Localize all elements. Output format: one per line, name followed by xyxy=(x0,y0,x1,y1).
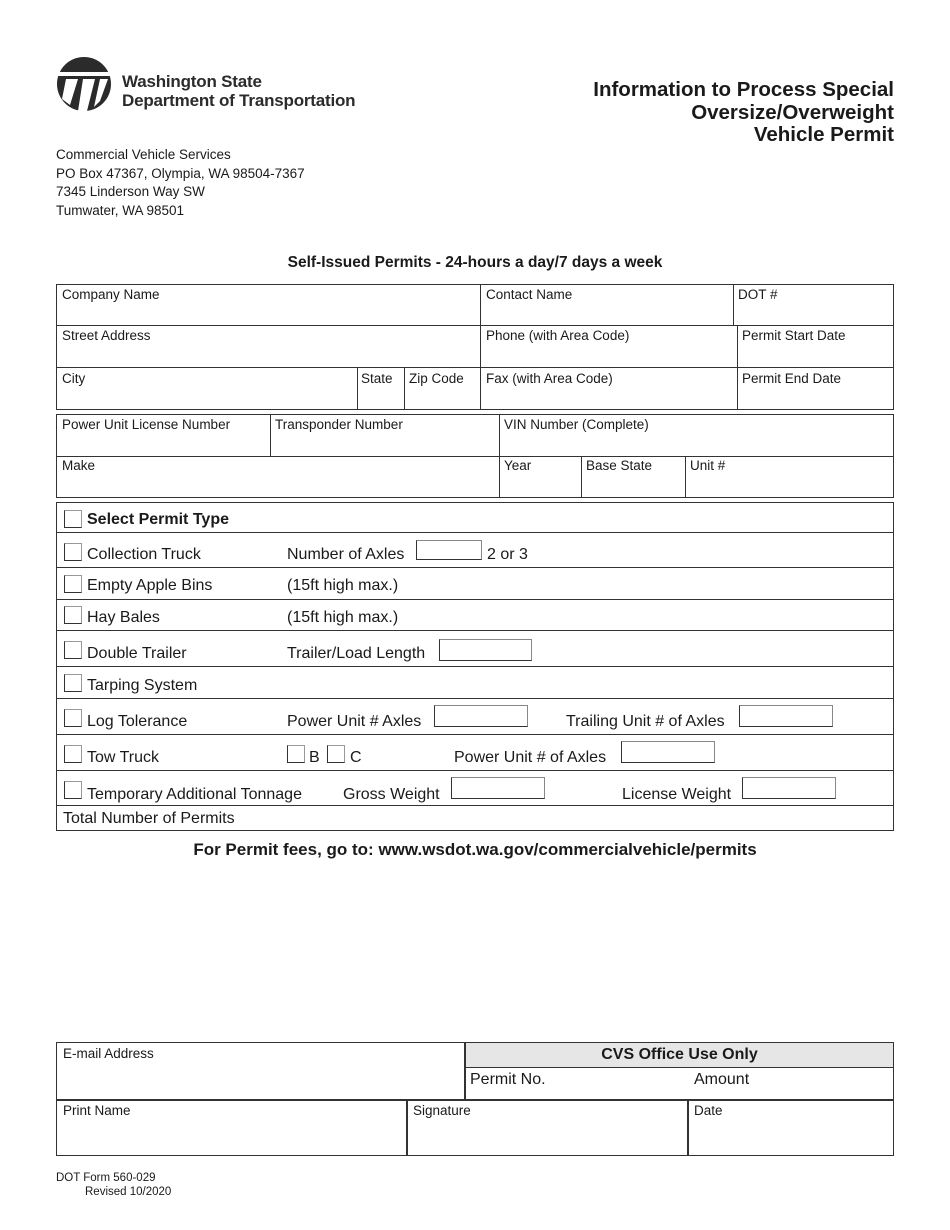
wsdot-logo xyxy=(56,55,396,115)
year-field[interactable]: Year xyxy=(504,458,532,473)
contact-name-field[interactable]: Contact Name xyxy=(486,287,573,302)
office-use-header xyxy=(466,1043,893,1068)
form-footer xyxy=(56,1171,171,1199)
tarping-system-checkbox[interactable] xyxy=(64,674,82,692)
phone-field[interactable]: Phone (with Area Code) xyxy=(486,328,630,343)
log-tolerance-label: Log Tolerance xyxy=(87,713,188,730)
number-of-axles-input[interactable] xyxy=(416,540,482,560)
trailing-unit-axles-label: Trailing Unit # of Axles xyxy=(566,713,725,730)
vehicle-block xyxy=(56,414,894,498)
permit-type-heading: Select Permit Type xyxy=(87,511,229,528)
number-of-axles-label: Number of Axles xyxy=(287,546,405,563)
form-revised: Revised 10/2020 xyxy=(85,1186,172,1198)
transponder-field[interactable]: Transponder Number xyxy=(275,417,403,432)
make-field[interactable]: Make xyxy=(62,458,96,473)
print-name-field[interactable]: Print Name xyxy=(63,1103,131,1118)
tow-truck-c-checkbox[interactable] xyxy=(327,745,345,763)
email-field[interactable]: E-mail Address xyxy=(63,1046,154,1061)
hay-bales-height-note: (15ft high max.) xyxy=(287,609,399,626)
street-address-field[interactable]: Street Address xyxy=(62,328,151,343)
double-trailer-label: Double Trailer xyxy=(87,645,187,662)
trailer-load-length-input[interactable] xyxy=(439,639,532,661)
tow-truck-label: Tow Truck xyxy=(87,749,160,766)
tow-truck-c-label: C xyxy=(350,749,362,766)
title-line2: Oversize/Overweight xyxy=(691,100,894,124)
base-state-field[interactable]: Base State xyxy=(586,458,653,473)
trailer-load-length-label: Trailer/Load Length xyxy=(287,645,426,662)
collection-truck-label: Collection Truck xyxy=(87,546,201,563)
permit-type-table xyxy=(56,502,894,831)
title-line1: Information to Process Special xyxy=(593,78,894,101)
state-field[interactable]: State xyxy=(361,371,393,386)
address-line1: Commercial Vehicle Services xyxy=(56,147,231,162)
tarping-system-label: Tarping System xyxy=(87,677,198,694)
empty-apple-bins-checkbox[interactable] xyxy=(64,575,82,593)
title-line3: Vehicle Permit xyxy=(753,123,894,146)
double-trailer-checkbox[interactable] xyxy=(64,641,82,659)
address-line4: Tumwater, WA 98501 xyxy=(56,202,185,218)
mailing-address xyxy=(56,146,305,220)
signature-block xyxy=(56,1042,894,1156)
gross-weight-input[interactable] xyxy=(451,777,545,799)
company-name-field[interactable]: Company Name xyxy=(62,287,160,302)
date-field[interactable]: Date xyxy=(694,1103,723,1118)
permit-fees-link[interactable]: For Permit fees, go to: www.wsdot.wa.gov/commercialvehicle/permits xyxy=(193,840,757,859)
power-unit-axles-label: Power Unit # Axles xyxy=(287,713,422,730)
temporary-tonnage-label: Temporary Additional Tonnage xyxy=(87,786,302,803)
dot-number-field[interactable]: DOT # xyxy=(738,287,778,302)
apple-bins-height-note: (15ft high max.) xyxy=(287,577,399,594)
fax-field[interactable]: Fax (with Area Code) xyxy=(486,371,613,386)
hay-bales-label: Hay Bales xyxy=(87,609,160,626)
permit-number-field: Permit No. xyxy=(470,1071,546,1088)
two-or-three-label: 2 or 3 xyxy=(487,546,528,563)
power-unit-axles-input[interactable] xyxy=(434,705,528,727)
power-unit-of-axles-input[interactable] xyxy=(621,741,715,763)
vin-field[interactable]: VIN Number (Complete) xyxy=(504,417,649,432)
power-unit-license-field[interactable]: Power Unit License Number xyxy=(62,417,231,432)
address-line3: 7345 Linderson Way SW xyxy=(56,184,205,199)
select-permit-type-checkbox[interactable] xyxy=(64,510,82,528)
license-weight-input[interactable] xyxy=(742,777,836,799)
tow-truck-checkbox[interactable] xyxy=(64,745,82,763)
empty-apple-bins-label: Empty Apple Bins xyxy=(87,577,213,594)
license-weight-label: License Weight xyxy=(622,786,732,803)
gross-weight-label: Gross Weight xyxy=(343,786,440,803)
form-number: DOT Form 560-029 xyxy=(56,1172,156,1184)
temporary-tonnage-checkbox[interactable] xyxy=(64,781,82,799)
permit-start-date-field[interactable]: Permit Start Date xyxy=(742,328,846,343)
log-tolerance-checkbox[interactable] xyxy=(64,709,82,727)
trailing-unit-axles-input[interactable] xyxy=(739,705,833,727)
unit-number-field[interactable]: Unit # xyxy=(690,458,726,473)
wsdot-logo-icon xyxy=(56,55,112,113)
tow-truck-b-label: B xyxy=(309,749,320,766)
org-name-line1: Washington State xyxy=(122,72,262,91)
total-permits-field[interactable]: Total Number of Permits xyxy=(63,810,235,827)
hay-bales-checkbox[interactable] xyxy=(64,606,82,624)
page-title xyxy=(593,79,894,147)
org-name-line2: Department of Transportation xyxy=(122,91,356,110)
collection-truck-checkbox[interactable] xyxy=(64,543,82,561)
permit-end-date-field[interactable]: Permit End Date xyxy=(742,371,842,386)
office-use-title: CVS Office Use Only xyxy=(601,1046,758,1063)
amount-field: Amount xyxy=(694,1071,750,1088)
contact-block xyxy=(56,284,894,410)
section-heading: Self-Issued Permits - 24-hours a day/7 days a week xyxy=(287,254,663,271)
zip-code-field[interactable]: Zip Code xyxy=(409,371,464,386)
city-field[interactable]: City xyxy=(62,371,86,386)
power-unit-of-axles-label: Power Unit # of Axles xyxy=(454,749,607,766)
tow-truck-b-checkbox[interactable] xyxy=(287,745,305,763)
address-line2: PO Box 47367, Olympia, WA 98504-7367 xyxy=(56,165,305,181)
signature-field[interactable]: Signature xyxy=(413,1103,471,1118)
